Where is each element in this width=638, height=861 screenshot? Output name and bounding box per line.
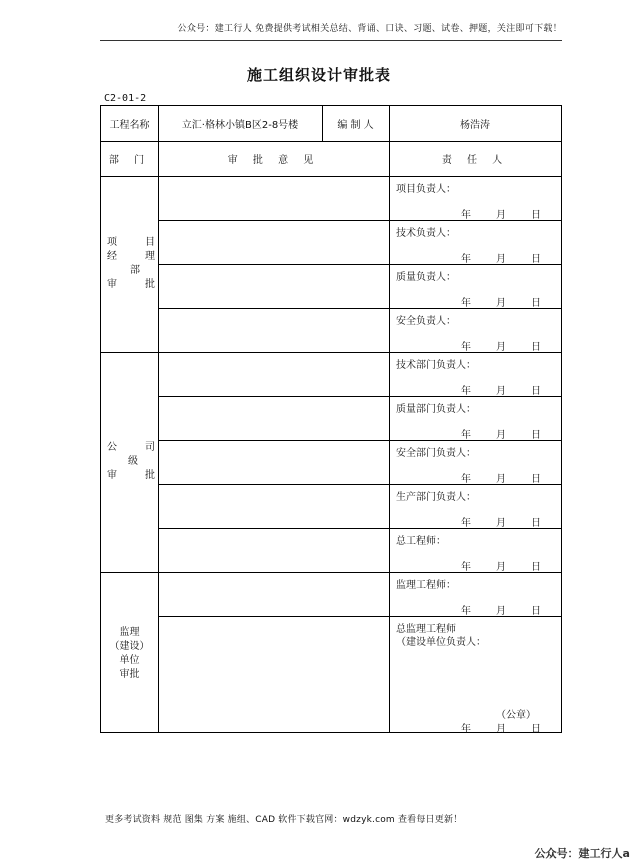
group-project-dept [107,236,155,292]
seal-label: （公章） [496,710,536,721]
watermark: 公众号：建工行人a [534,847,630,860]
row-divider [101,176,561,177]
group-char: 审 [107,279,117,290]
group-char: 理 [145,251,155,262]
group-char: 司 [145,442,155,453]
responsible-label: 质量负责人： [396,272,456,283]
column-divider [322,106,323,141]
compiler-label: 编 制 人 [337,120,374,131]
group-line: 监理 [119,627,140,638]
responsible-label: 生产部门负责人： [396,492,476,503]
group-line: 审批 [119,669,140,680]
form-code: C2-01-2 [104,93,147,104]
header-note: 公众号：建工行人 免费提供考试相关总结、背诵、口诀、习题、试卷、押题，关注即可下载！ [100,20,562,41]
group-line: 单位 [119,655,140,666]
column-divider [158,106,159,732]
responsible-label: 项目负责人： [396,184,456,195]
row-divider [101,141,561,142]
group-char: 审 [107,470,117,481]
project-name-label: 工程名称 [109,120,150,131]
approval-table: 工程名称 立汇·格林小镇B区2-8号楼 编 制 人 杨浩涛 部 门 审 批 意 见 责 任 人 项 目 经 理 部 审 批 公 司 级 审 批 监理 （建设） 单位 审批 项目负责人： 技术负责人： 质量负责人： 安全负责人： 技术部门负责人： 质量部门负责人： 安全部门负责人： 生产部门负责人： 总工程师： 监理工程师： 总监理工程师 （建设单位负责人： （公章） 年 月 日 年 月 日 年 月 日 年 月 日 年 月 日 年 月 日 年 月 日 年 月 日 年 月 日 年 月 日 年 月 日 [100,105,562,733]
group-char: 目 [145,237,155,248]
group-char: 级 [128,456,138,467]
group-char: 批 [145,470,155,481]
group-line: （建设） [109,641,150,652]
group-char: 部 [130,265,140,276]
column-header-responsible: 责 任 人 [441,155,509,166]
responsible-label: 质量部门负责人： [396,404,476,415]
responsible-label: （建设单位负责人： [396,637,486,648]
group-company [107,441,155,483]
responsible-label: 技术部门负责人： [396,360,476,371]
row-divider [101,572,561,573]
responsible-label: 安全负责人： [396,316,456,327]
column-header-department: 部 门 [108,155,151,166]
group-char: 项 [107,237,117,248]
group-char: 经 [107,251,117,262]
column-header-opinion: 审 批 意 见 [227,155,320,166]
project-name-value: 立汇·格林小镇B区2-8号楼 [181,120,299,131]
group-char: 公 [107,442,117,453]
column-divider [389,106,390,732]
responsible-label: 监理工程师： [396,580,456,591]
responsible-label: 总监理工程师 [396,624,456,635]
responsible-label: 技术负责人： [396,228,456,239]
responsible-label: 安全部门负责人： [396,448,476,459]
document-title: 施工组织设计审批表 [246,66,391,84]
row-divider [101,352,561,353]
group-char: 批 [145,279,155,290]
footer-note: 更多考试资料 规范 图集 方案 施组、CAD 软件下载官网：wdzyk.com 查看每日更新！ [105,815,463,825]
group-supervision [101,626,158,682]
compiler-value: 杨浩涛 [460,120,490,131]
responsible-label: 总工程师： [396,536,446,547]
